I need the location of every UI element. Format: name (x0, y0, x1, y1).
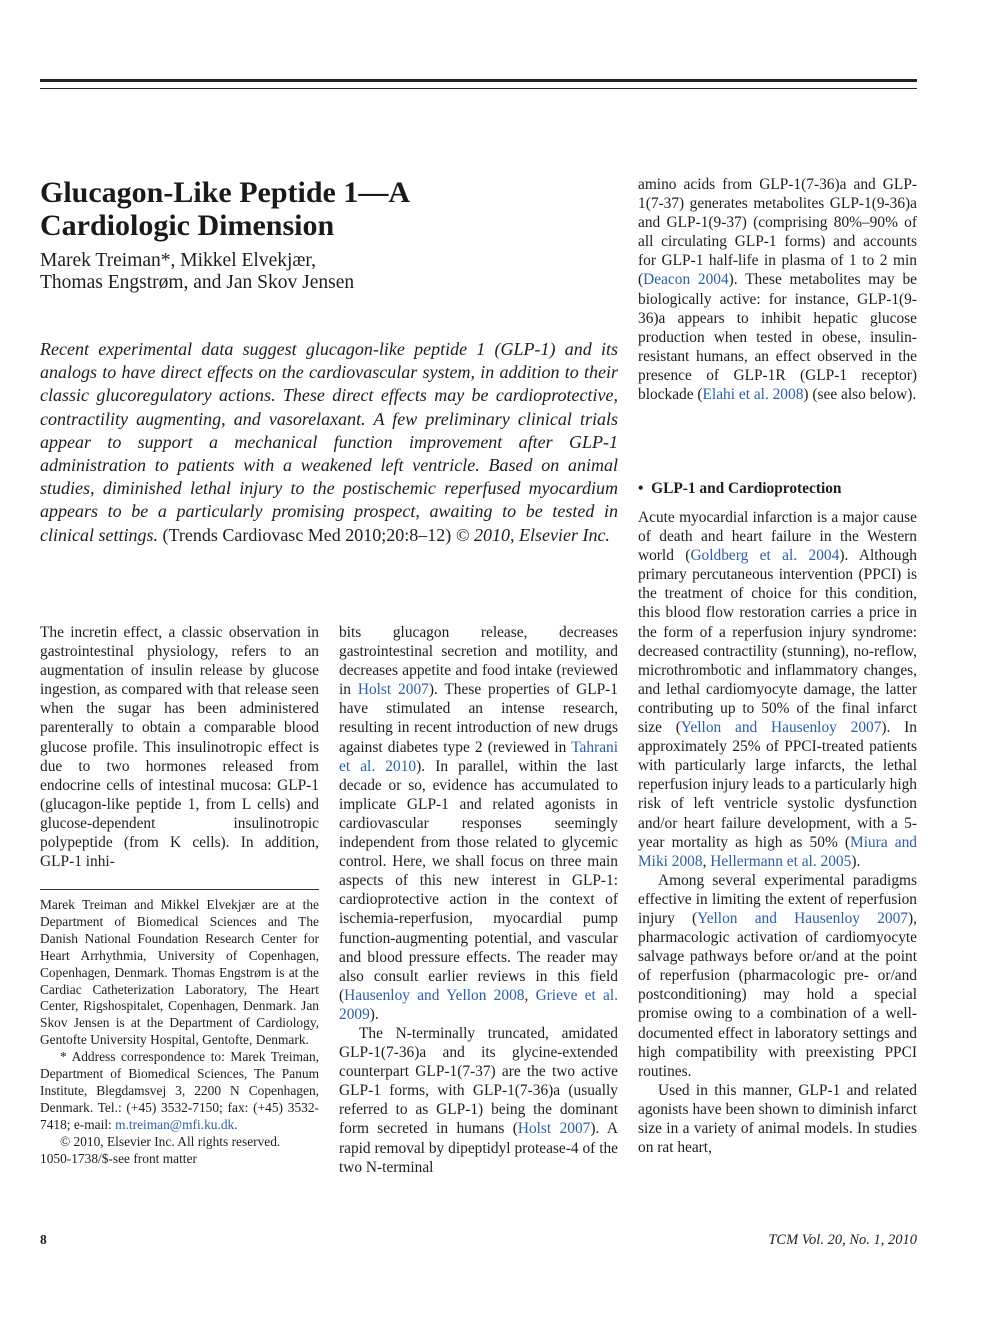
section-title: GLP-1 and Cardioprotection (651, 480, 842, 497)
col3-p1-a: amino acids from GLP-1(7-36)a and GLP-1(7-37) generates metabolites GLP-1(9-36)a and GLP-1(9-37) (comprising 80%–90% of all circulating GLP-1 forms) and accounts for GLP-1 half-life in plasma of 1 to 2 min ( (638, 176, 917, 289)
abstract-copyright: © 2010, Elsevier Inc. (455, 524, 610, 545)
col3-p2-d: ). (851, 852, 861, 870)
title-line-1: Glucagon-Like Peptide 1—A (40, 176, 411, 209)
col3-p1-c: ) (see also below). (803, 386, 917, 404)
ref-holst-2007[interactable]: Holst 2007 (357, 681, 429, 699)
col3-paragraph-1 (638, 175, 917, 404)
header-rule-thin (40, 88, 917, 89)
intro-paragraph: The incretin effect, a classic observation in gastrointestinal physiology, refers to an augmentation of insulin release by glucose ingestion, as compared with that release seen when the sugar has been administered parenterally to obtain a comparable blood glucose profile. This insulinotropic effect is due to two hormones released from endocrine cells of intestinal mucosa: GLP-1 (glucagon-like peptide 1, from L cells) and glucose-dependent insulinotropic polypeptide (from K cells). In addition, GLP-1 inhi- (40, 624, 319, 871)
correspondence-period: . (234, 1116, 238, 1132)
email-link[interactable]: m.treiman@mfi.ku.dk (115, 1116, 235, 1132)
column-1 (40, 623, 319, 871)
col3-paragraph-2 (638, 508, 917, 871)
col2-p1-b: ). These properties of GLP-1 have stimulated an intense research, resulting in recent introduction of new drugs against diabetes type 2 (reviewed in (339, 681, 618, 756)
journal-info: TCM Vol. 20, No. 1, 2010 (768, 1232, 917, 1248)
ref-holst-2007-b[interactable]: Holst 2007 (517, 1120, 591, 1138)
issn-note: 1050-1738/$-see front matter (40, 1150, 197, 1166)
footnote-rule (40, 889, 319, 890)
affiliation-note: Marek Treiman and Mikkel Elvekjær are at the Department of Biomedical Sciences and The Danish National Foundation Research Center for Heart Arrhythmia, University of Copenhagen, Copenhagen, Denmark. Thomas Engstrøm is at the Cardiac Catheterization Laboratory, The Heart Center, Rigshospitalet, Copenhagen, Denmark. Jan Skov Jensen is at the Department of Cardiology, Gentofte University Hospital, Gentofte, Denmark. (40, 897, 319, 1048)
col2-p1-a: bits glucagon release, decreases gastrointestinal secretion and motility, and decreases appetite and food intake (reviewed in (339, 624, 618, 699)
authors-line-2: Thomas Engstrøm, and Jan Skov Jensen (40, 272, 355, 293)
col3-p2-a: Acute myocardial infarction is a major cause of death and heart failure in the Western world ( (638, 509, 917, 565)
ref-miura-miki-2008[interactable]: Miura and Miki 2008 (638, 833, 917, 870)
ref-yellon-hausenloy-2007-b[interactable]: Yellon and Hausenloy 2007 (697, 909, 909, 927)
col2-p1-d: ). (369, 1005, 379, 1023)
section-heading (638, 479, 917, 498)
col3-paragraph-4: Used in this manner, GLP-1 and related agonists have been shown to diminish infarct size in a variety of animal models. In studies on rat heart, (638, 1081, 917, 1157)
col2-paragraph-2 (339, 1024, 618, 1177)
col3-p2-b: ). Although primary percutaneous intervention (PPCI) is the treatment of choice for this condition, this blood flow restoration carries a price in the form of a reperfusion injury syndrome: decreased contractility (stunning), no-reflow, microthrombotic and inflammatory changes, and lethal cardiomyocyte damage, the latter contributing up to 50% of the final infarct size ( (638, 547, 917, 737)
header-rule-thick (40, 79, 917, 82)
footnotes (40, 897, 319, 1168)
correspondence-text: * Address correspondence to: Marek Treiman, Department of Biomedical Sciences, The Panum Institute, Blegdamsvej 3, 2200 N Copenhagen, Denmark. Tel.: (+45) 3532-7150; fax: (+45) 3532-7418; e-mail: (40, 1049, 319, 1132)
abstract-text: Recent experimental data suggest glucagon-like peptide 1 (GLP-1) and its analogs to have direct effects on the cardiovascular system, in addition to their classic glucoregulatory actions. These direct effects may be cardioprotective, contractility augmenting, and vasorelaxant. A few preliminary clinical trials appear to support a mechanical function improvement after GLP-1 administration to patients with a weakened left ventricle. Based on animal studies, diminished lethal injury to the postischemic reperfused myocardium appears to be a particularly promising prospect, awaiting to be tested in clinical settings. (40, 339, 618, 545)
bullet-icon: • (638, 480, 644, 497)
col2-p2-a: The N-terminally truncated, amidated GLP-1(7-36)a and its glycine-extended counterpart GLP-1(7-37) are the two active GLP-1 forms, with GLP-1(7-36)a (usually referred to as GLP-1) being the dominant form secreted in humans ( (339, 1024, 618, 1138)
col3-sep-2: , (702, 852, 711, 870)
abstract-citation: (Trends Cardiovasc Med 2010;20:8–12) (162, 524, 452, 545)
column-3 (638, 175, 917, 404)
ref-hellermann-2005[interactable]: Hellermann et al. 2005 (710, 852, 852, 870)
ref-grieve-2009[interactable]: Grieve et al. 2009 (339, 986, 618, 1023)
col3-p1-b: ). These metabolites may be biologically active: for instance, GLP-1(9-36)a appears to inhibit hepatic glucose production when tested in obese, insulin-resistant humans, an effect observed in the presence of GLP-1R (GLP-1 receptor) blockade ( (638, 271, 917, 404)
abstract (40, 338, 618, 547)
author-list (40, 250, 600, 294)
col2-p1-c: ). In parallel, within the last decade or so, evidence has accumulated to implicate GLP-1 and related agonists in cardiovascular responses seemingly independent from those related to glycemic control. Here, we shall focus on three main aspects of this new interest in GLP-1: cardioprotective action in the context of ischemia-reperfusion, myocardial pump function-augmenting potential, and vascular and blood pressure effects. The reader may also consult earlier reviews in this field ( (339, 757, 618, 1004)
ref-elahi-2008[interactable]: Elahi et al. 2008 (702, 386, 804, 404)
col3-p3-b: ), pharmacologic activation of cardiomyocyte salvage pathways before or/and at the point of reperfusion (pharmacologic pre- or/and postconditioning) may hold a special promise owing to a combination of a well-documented effect in laboratory settings and high compatibility with preexisting PPCI routines. (638, 909, 917, 1080)
column-2 (339, 623, 618, 1177)
copyright-note: © 2010, Elsevier Inc. All rights reserved. (60, 1133, 281, 1149)
col3-p2-c: ). In approximately 25% of PPCI-treated patients with particularly large infarcts, the lethal reperfusion injury leads to a particularly high risk of left ventricle systolic dysfunction and/or heart failure development, with a 5-year mortality as high as 50% ( (638, 719, 918, 851)
ref-goldberg-2004[interactable]: Goldberg et al. 2004 (690, 547, 840, 565)
col2-paragraph-1 (339, 623, 618, 1024)
article-title (40, 176, 600, 242)
column-3-cont (638, 508, 917, 1157)
col3-p3-a: Among several experimental paradigms effective in limiting the extent of reperfusion injury ( (638, 871, 917, 927)
col3-paragraph-3 (638, 871, 917, 1081)
page-number: 8 (40, 1232, 47, 1247)
ref-hausenloy-yellon-2008[interactable]: Hausenloy and Yellon 2008 (344, 986, 525, 1004)
ref-deacon-2004[interactable]: Deacon 2004 (643, 271, 729, 289)
ref-tahrani-2010[interactable]: Tahrani et al. 2010 (339, 738, 618, 775)
col2-sep-1: , (524, 986, 536, 1004)
title-line-2: Cardiologic Dimension (40, 209, 335, 242)
ref-yellon-hausenloy-2007[interactable]: Yellon and Hausenloy 2007 (680, 719, 882, 737)
authors-line-1: Marek Treiman*, Mikkel Elvekjær, (40, 250, 316, 271)
col2-p2-b: ). A rapid removal by dipeptidyl protease-4 of the two N-terminal (339, 1120, 618, 1176)
correspondence-note (40, 1049, 319, 1134)
